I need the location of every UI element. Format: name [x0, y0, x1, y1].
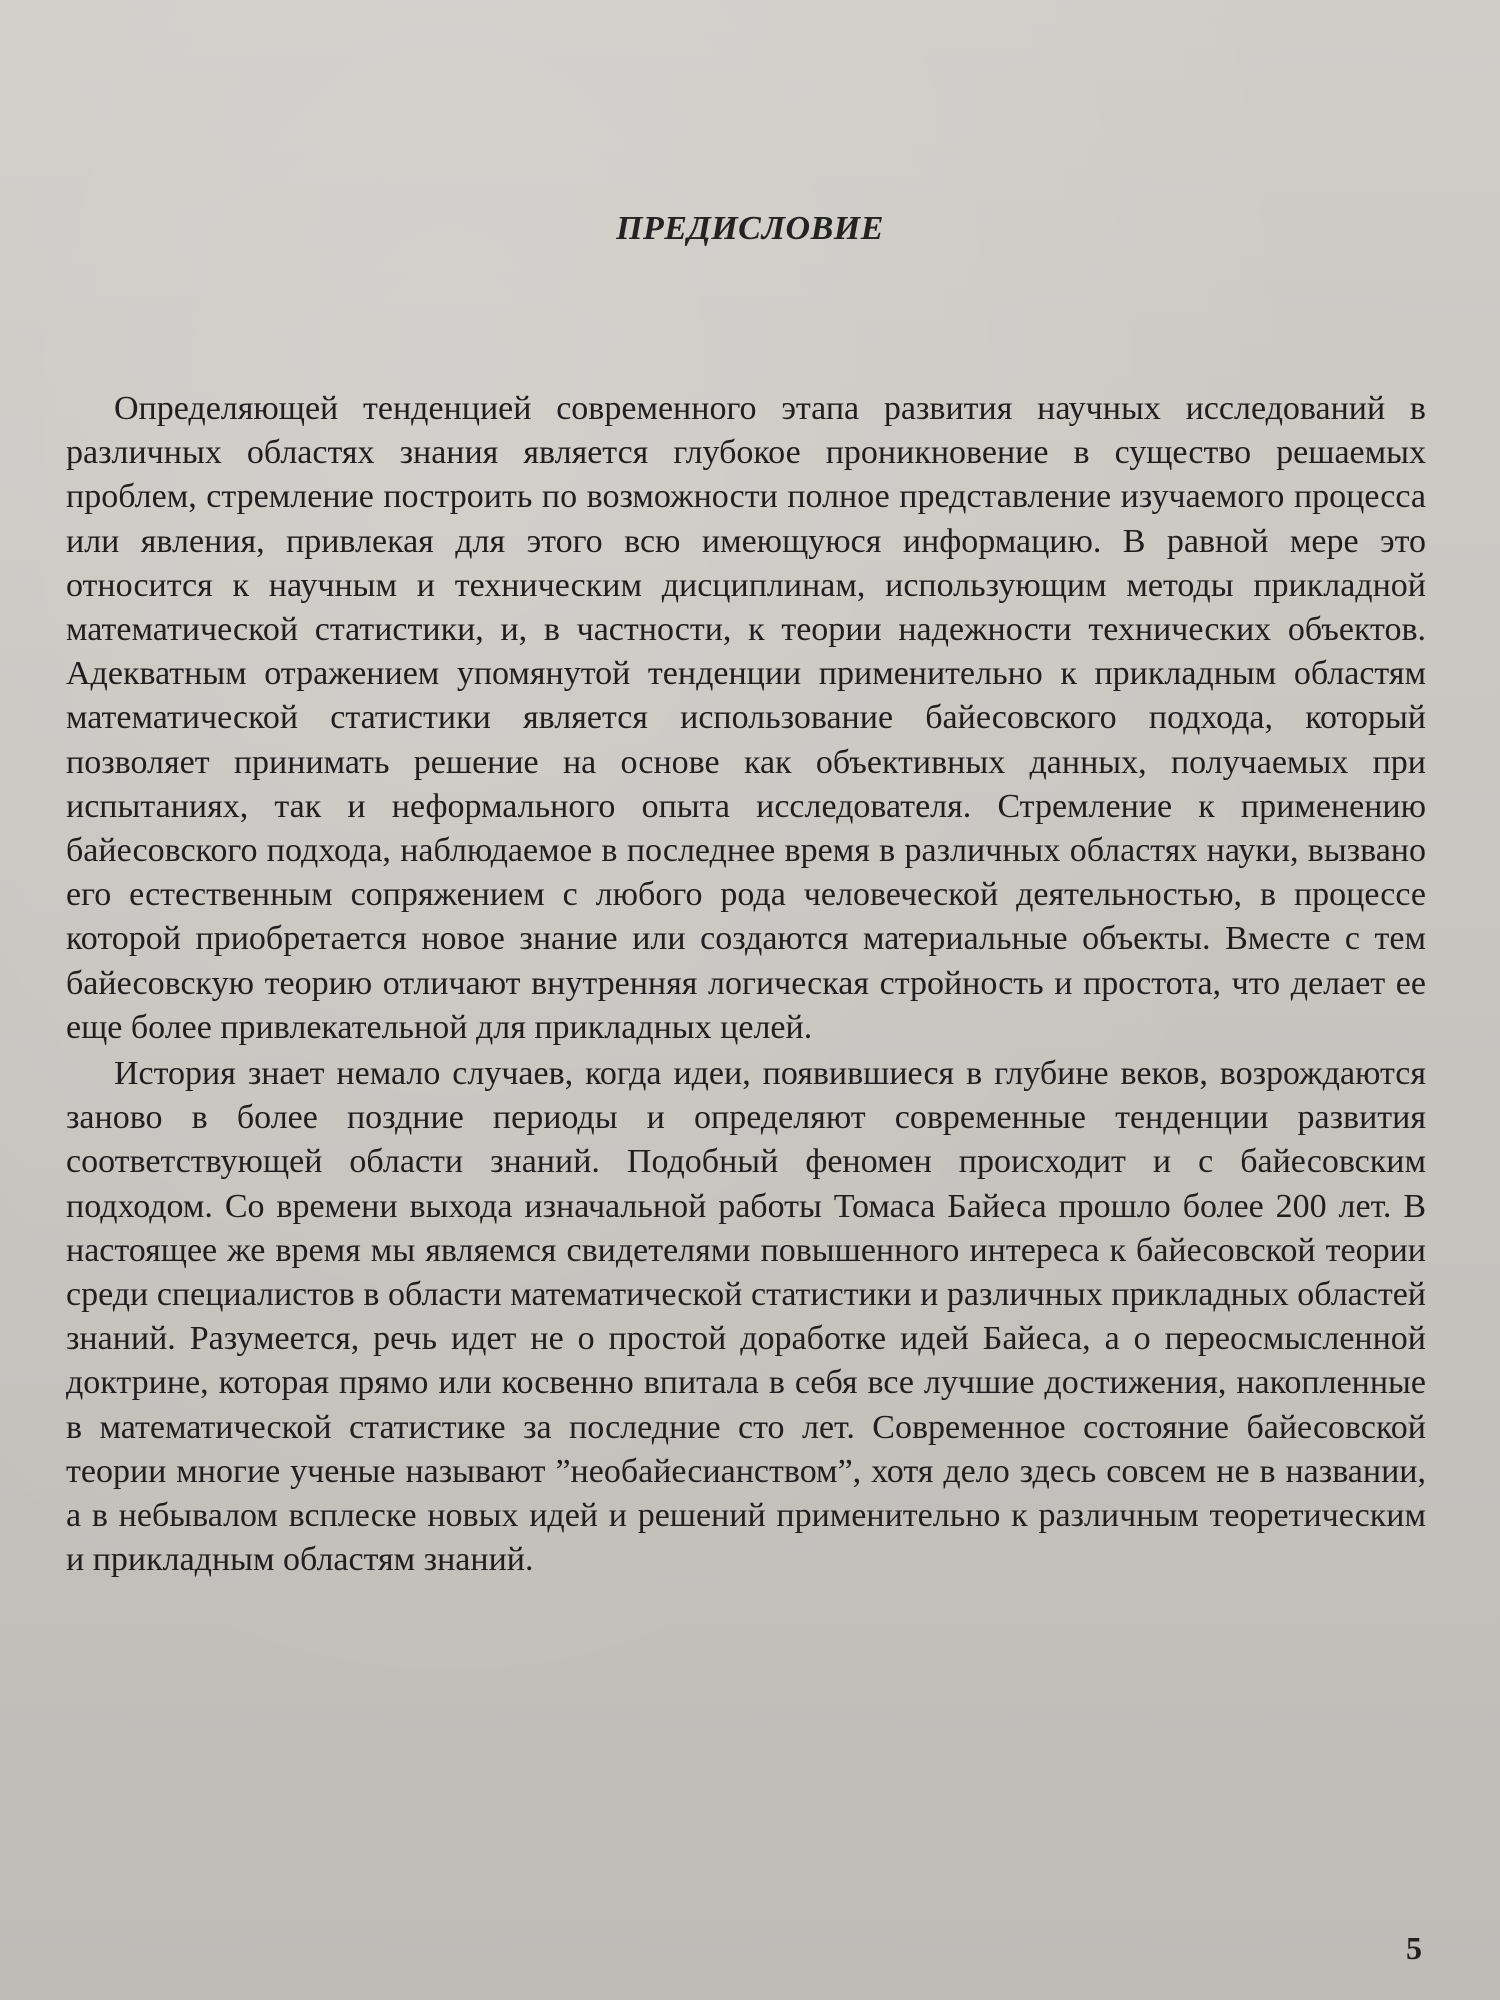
page-number: 5 — [1406, 1930, 1422, 1966]
paragraph-2: История знает немало случаев, когда идеи, появившиеся в глубине веков, возрождаются заново в более поздние периоды и определяют современные тенденции развития соответствующей области знаний. Подобный феномен происходит и с байесовским подходом. Со времени выхода изначальной работы Томаса Байеса прошло более 200 лет. В настоящее же время мы являемся свидетелями повышенного интереса к байесовской теории среди специалистов в области математической статистики и различных прикладных областей знаний. Разумеется, речь идет не о простой доработке идей Байеса, а о переосмысленной доктрине, которая прямо или косвенно впитала в себя все лучшие достижения, накопленные в математической статистике за последние сто лет. Современное состояние байесовской теории многие ученые называют ”необайесианством”, хотя дело здесь совсем не в названии, а в небывалом всплеске новых идей и решений применительно к различным теоретическим и прикладным областям знаний. — [66, 1055, 1426, 1579]
chapter-heading: ПРЕДИСЛОВИЕ — [616, 210, 884, 247]
paragraph-1: Определяющей тенденцией современного этапа развития научных исследований в различных областях знания является глубокое проникновение в существо решаемых проблем, стремление построить по возможности полное представление изучаемого процесса или явления, привлекая для этого всю имеющуюся информацию. В равной мере это относится к научным и техническим дисциплинам, использующим методы прикладной математической статистики, и, в частности, к теории надежности технических объектов. Адекватным отражением упомянутой тенденции применительно к прикладным областям математической статистики является использование байесовского подхода, который позволяет принимать решение на основе как объективных данных, получаемых при испытаниях, так и неформального опыта исследователя. Стремление к применению байесовского подхода, наблюдаемое в последнее время в различных областях науки, вызвано его естественным сопряжением с любого рода человеческой деятельностью, в процессе которой приобретается новое знание или создаются материальные объекты. Вместе с тем байесовскую теорию отличают внутренняя логическая стройность и простота, что делает ее еще более привлекательной для прикладных целей. — [66, 390, 1426, 1046]
body-text — [66, 387, 1426, 1582]
